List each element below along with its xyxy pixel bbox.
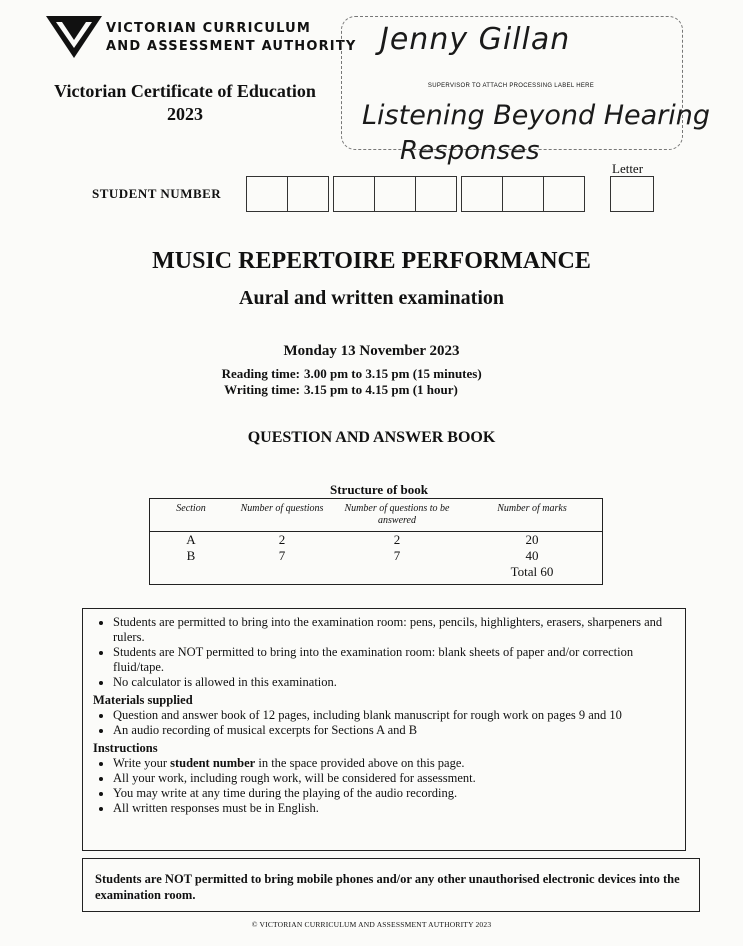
header-marks: Number of marks: [497, 503, 567, 514]
book-title: QUESTION AND ANSWER BOOK: [247, 429, 496, 446]
supervisor-label-text: SUPERVISOR TO ATTACH PROCESSING LABEL HERE: [427, 83, 595, 89]
cell-answered: 7: [393, 548, 401, 563]
student-number-digit[interactable]: [543, 176, 585, 212]
writing-time-value: 3.15 pm to 4.15 pm (1 hour): [304, 382, 458, 397]
cell-answered: 2: [393, 532, 401, 547]
vcaa-logo-icon: [44, 14, 104, 60]
handwritten-note-line-2: Responses: [400, 136, 540, 166]
list-item: • All written responses must be in English.: [113, 801, 675, 816]
cell-questions: 7: [278, 548, 286, 563]
exam-times: [214, 366, 482, 398]
exam-subtitle: Aural and written examination: [239, 287, 504, 309]
list-item: • All your work, including rough work, will be considered for assessment.: [113, 771, 675, 786]
student-number-digit[interactable]: [502, 176, 544, 212]
header-answered: Number of questions to be answered: [344, 503, 450, 526]
header-section: Section: [176, 503, 206, 514]
cell-total: Total 60: [510, 564, 554, 579]
list-item: [113, 756, 675, 771]
subject-title: MUSIC REPERTOIRE PERFORMANCE: [152, 248, 591, 274]
instructions-list: [93, 756, 675, 816]
student-number-boxes[interactable]: [246, 176, 589, 212]
materials-heading: Materials supplied: [93, 693, 193, 707]
materials-list: [93, 708, 675, 738]
list-item: • Students are permitted to bring into the examination room: pens, pencils, highlighters, erasers, sharpeners and rulers.: [113, 615, 675, 645]
reading-time-value: 3.00 pm to 3.15 pm (15 minutes): [304, 366, 482, 381]
org-line-1: VICTORIAN CURRICULUM: [106, 21, 312, 36]
exam-date: Monday 13 November 2023: [283, 343, 460, 359]
handwritten-note-line-1: Listening Beyond Hearing: [362, 100, 711, 131]
letter-label: Letter: [612, 161, 644, 176]
student-number-digit[interactable]: [461, 176, 503, 212]
certificate-title: [30, 80, 340, 126]
table-total-row: [150, 564, 602, 580]
structure-title: Structure of book: [330, 482, 428, 497]
letter-box[interactable]: [610, 176, 654, 212]
org-line-2: AND ASSESSMENT AUTHORITY: [106, 39, 357, 54]
student-number-digit[interactable]: [333, 176, 375, 212]
list-item: • You may write at any time during the playing of the audio recording.: [113, 786, 675, 801]
writing-time-label: Writing time:: [224, 382, 300, 397]
student-number-label: STUDENT NUMBER: [92, 186, 222, 201]
cell-questions: 2: [278, 532, 286, 547]
list-item: • Question and answer book of 12 pages, including blank manuscript for rough work on pages 9 and 10: [113, 708, 675, 723]
cell-marks: 20: [525, 532, 539, 547]
student-number-digit[interactable]: [415, 176, 457, 212]
handwritten-name: Jenny Gillan: [380, 22, 571, 57]
copyright-notice: © VICTORIAN CURRICULUM AND ASSESSMENT AUTHORITY 2023: [251, 920, 492, 929]
list-item: • An audio recording of musical excerpts for Sections A and B: [113, 723, 675, 738]
cell-section: A: [186, 532, 196, 547]
writing-time-row: [214, 382, 482, 398]
student-number-group: [333, 176, 456, 212]
certificate-name: Victorian Certificate of Education: [54, 81, 316, 101]
reading-time-label: Reading time:: [221, 366, 300, 381]
header-questions: Number of questions: [240, 503, 324, 514]
instr-text: in the space provided above on this page.: [255, 756, 465, 770]
cell-marks: 40: [525, 548, 539, 563]
instr-bold: student number: [170, 756, 256, 770]
student-number-digit[interactable]: [246, 176, 288, 212]
table-row: [150, 548, 602, 564]
table-row: [150, 532, 602, 548]
rules-box: [82, 608, 686, 851]
organisation-name: [106, 20, 357, 56]
instructions-heading: Instructions: [93, 741, 158, 755]
mobile-phone-warning: Students are NOT permitted to bring mobile phones and/or any other unauthorised electronic devices into the examination room.: [82, 858, 700, 912]
instr-text: Write your: [113, 756, 171, 770]
student-number-digit[interactable]: [374, 176, 416, 212]
certificate-year: 2023: [167, 104, 203, 124]
student-number-digit[interactable]: [287, 176, 329, 212]
structure-table: [149, 498, 603, 585]
rules-list: [93, 615, 675, 690]
reading-time-row: [214, 366, 482, 382]
list-item: • No calculator is allowed in this examination.: [113, 675, 675, 690]
list-item: • Students are NOT permitted to bring into the examination room: blank sheets of paper and/or correction fluid/tape.: [113, 645, 675, 675]
student-number-group: [461, 176, 584, 212]
student-number-group: [246, 176, 328, 212]
structure-header-row: [150, 499, 602, 532]
cell-section: B: [186, 548, 196, 563]
